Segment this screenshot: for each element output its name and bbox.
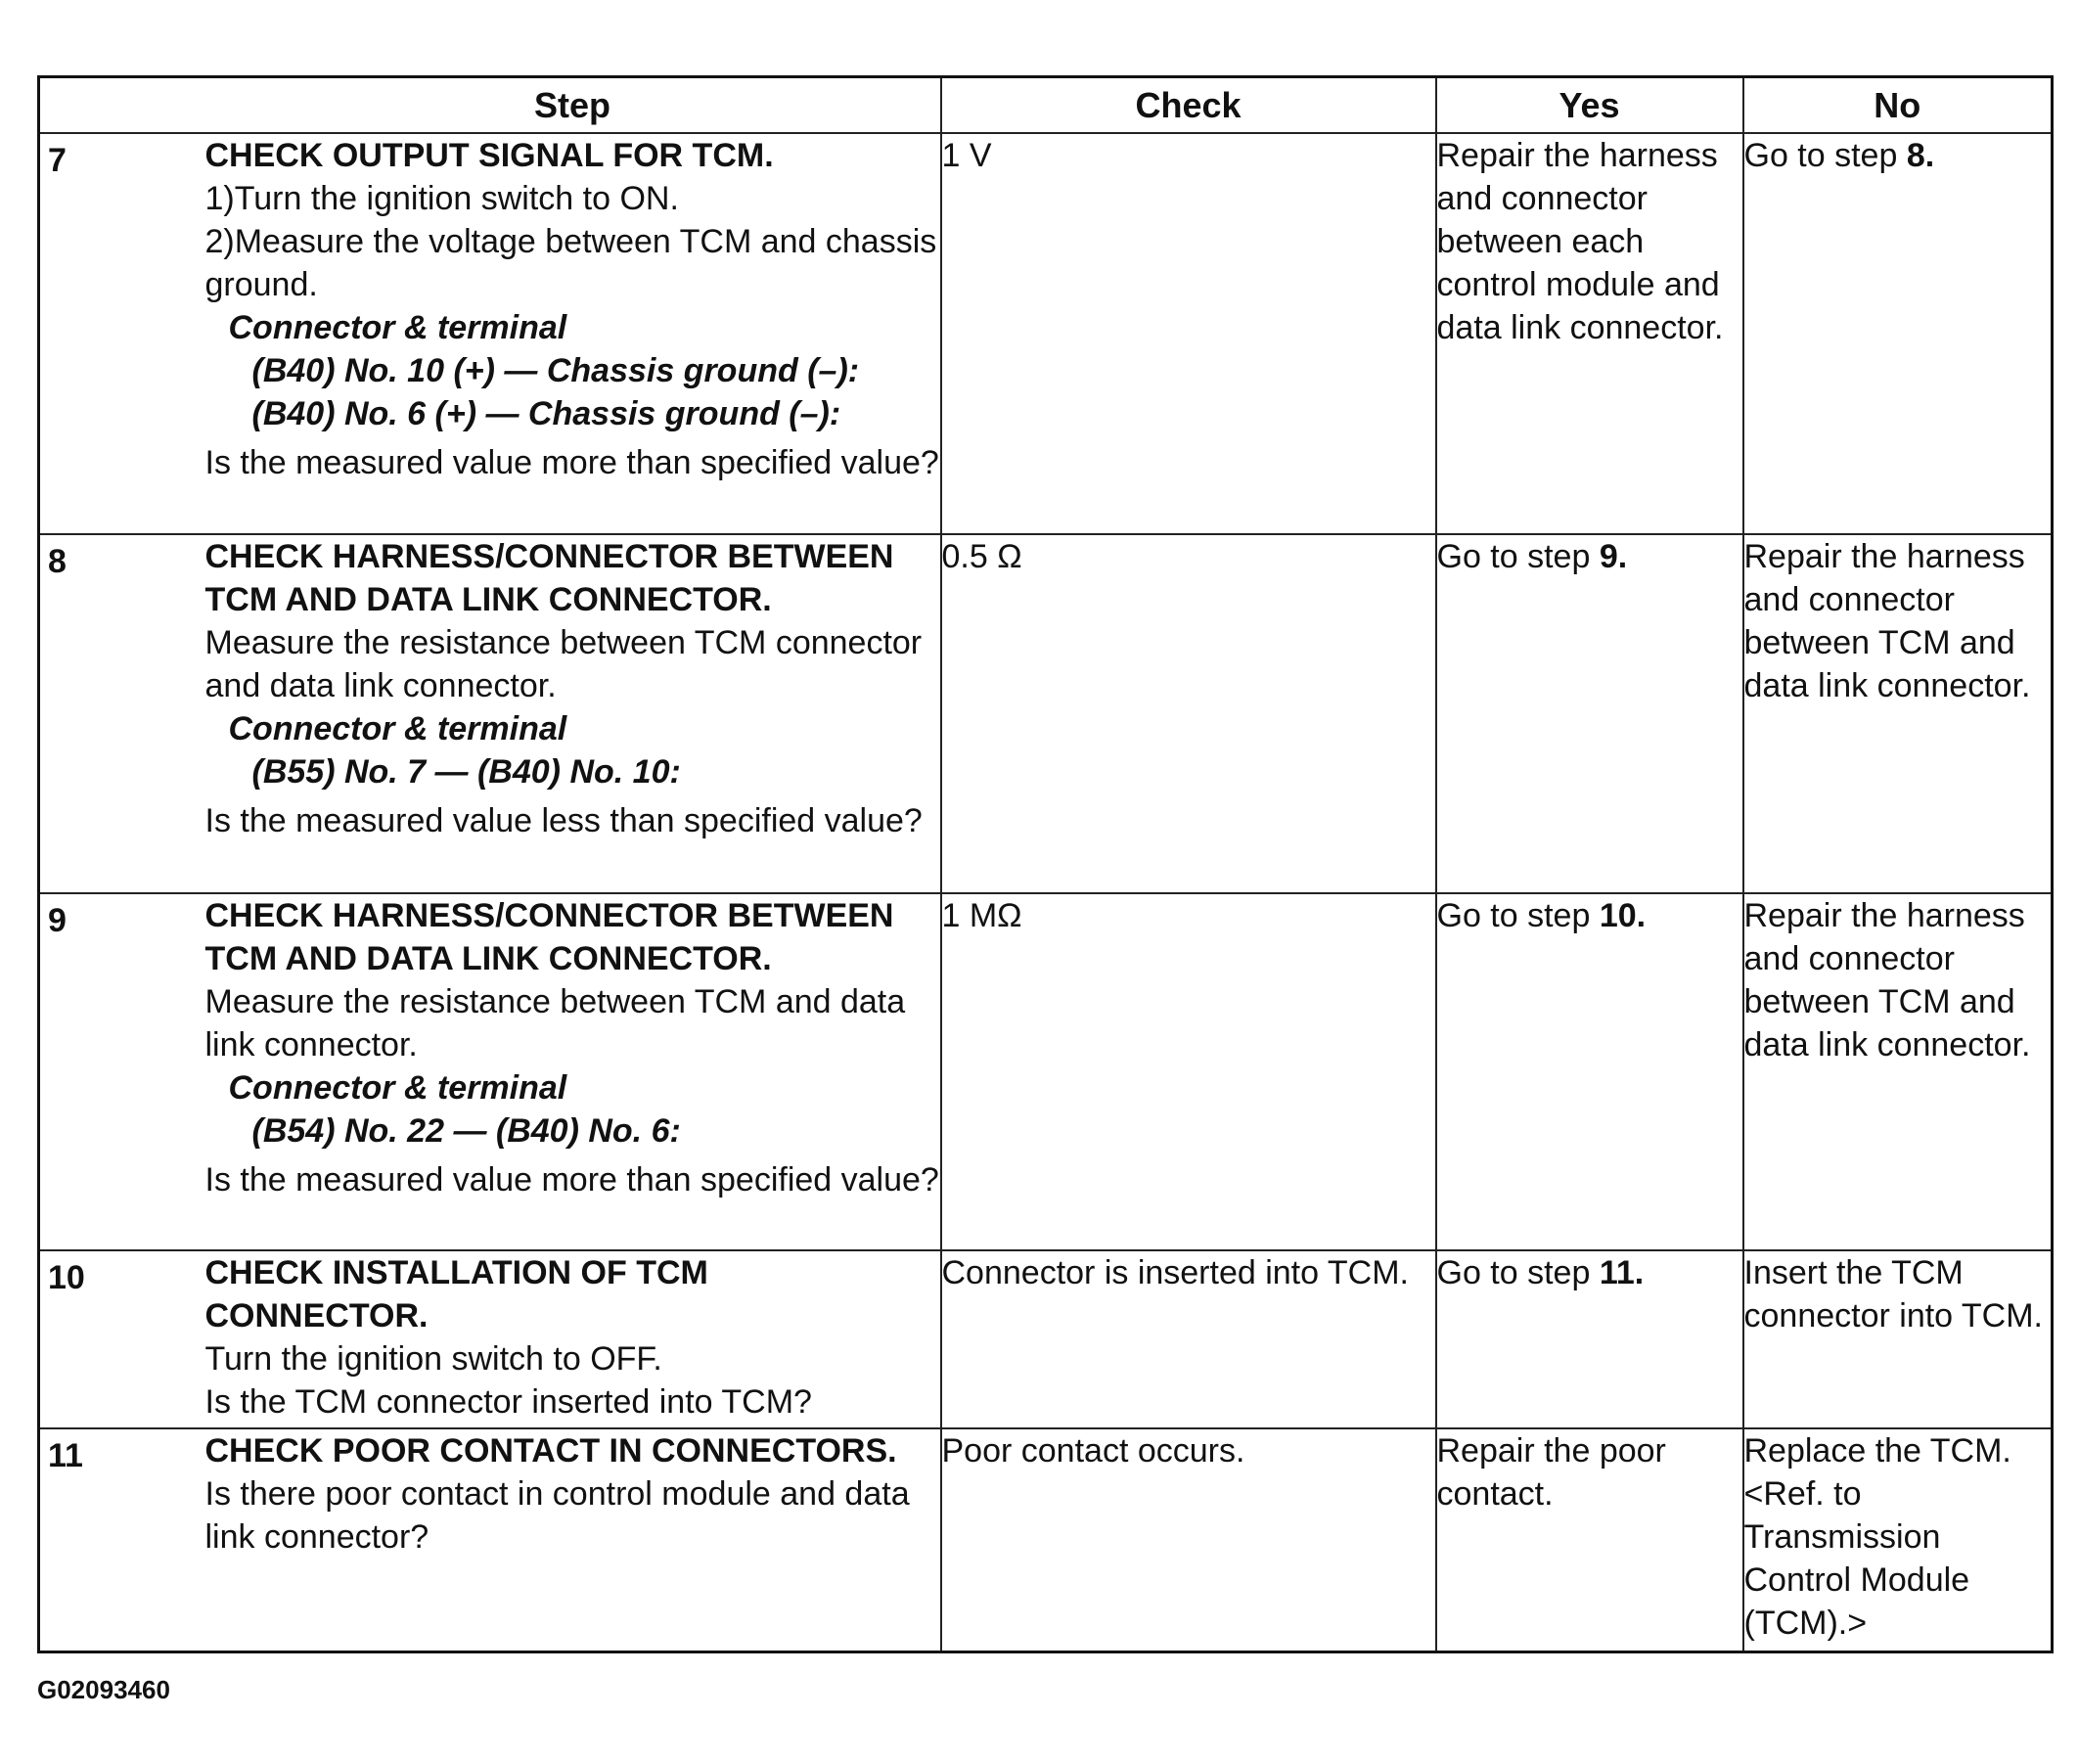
yes-cell — [1436, 893, 1743, 1250]
step-number: 9 — [48, 902, 67, 939]
connector-terminal-label: Connector & terminal — [228, 1069, 567, 1107]
diagnostic-table — [37, 75, 2054, 1653]
header-step-number-cell — [39, 77, 205, 134]
table-row — [39, 1250, 2053, 1428]
step-number: 10 — [48, 1259, 85, 1296]
terminal-spec: (B55) No. 7 — (B40) No. 10: — [251, 753, 681, 791]
check-cell — [941, 133, 1436, 534]
step-question: Is the measured value more than specified value? — [204, 444, 939, 481]
no-cell — [1743, 1250, 2053, 1428]
yes-cell — [1436, 133, 1743, 534]
no-action: Repair the harness and connector between TCM and data link connector. — [1743, 538, 2031, 704]
header-check: Check — [941, 77, 1436, 134]
table-header-row — [39, 77, 2053, 134]
table-row — [39, 1428, 2053, 1651]
step-number-cell — [39, 133, 205, 534]
table-row — [39, 534, 2053, 893]
step-instruction: 1)Turn the ignition switch to ON. — [204, 180, 679, 217]
step-title: CHECK INSTALLATION OF TCM CONNECTOR. — [204, 1254, 708, 1334]
terminal-spec: (B40) No. 10 (+) — Chassis ground (–): — [251, 352, 860, 389]
step-number: 8 — [48, 543, 67, 580]
yes-action — [1437, 894, 1742, 937]
no-cell — [1743, 1428, 2053, 1651]
no-action: Repair the harness and connector between TCM and data link connector. — [1743, 897, 2031, 1063]
goto-step-number: 8. — [1906, 137, 1935, 174]
yes-action: Repair the harness and connector between each control module and data link connector. — [1436, 137, 1724, 346]
no-action — [1744, 134, 2052, 177]
no-cell — [1743, 534, 2053, 893]
header-no: No — [1743, 77, 2053, 134]
step-question: Is the TCM connector inserted into TCM? — [204, 1383, 812, 1421]
step-number: 7 — [48, 142, 67, 179]
yes-cell — [1436, 1250, 1743, 1428]
step-title: CHECK HARNESS/CONNECTOR BETWEEN TCM AND DATA LINK CONNECTOR. — [204, 897, 894, 977]
check-cell — [941, 893, 1436, 1250]
header-yes: Yes — [1436, 77, 1743, 134]
connector-terminal-label: Connector & terminal — [228, 710, 567, 747]
step-number: 11 — [48, 1437, 83, 1474]
no-cell — [1743, 893, 2053, 1250]
no-cell — [1743, 133, 2053, 534]
goto-text: Go to step — [1436, 1254, 1600, 1291]
step-question: Is there poor contact in control module and data link connector? — [204, 1475, 910, 1556]
terminal-spec: (B54) No. 22 — (B40) No. 6: — [251, 1112, 681, 1150]
step-cell — [205, 133, 941, 534]
goto-step-number: 9. — [1599, 538, 1628, 575]
goto-step-number: 11. — [1599, 1254, 1645, 1291]
check-value: 0.5 Ω — [941, 538, 1022, 575]
yes-action — [1437, 1251, 1742, 1294]
yes-action — [1437, 535, 1742, 578]
step-question: Is the measured value less than specified value? — [204, 802, 923, 839]
step-title: CHECK HARNESS/CONNECTOR BETWEEN TCM AND DATA LINK CONNECTOR. — [204, 538, 894, 618]
yes-cell — [1436, 1428, 1743, 1651]
step-cell — [205, 1428, 941, 1651]
check-value: Connector is inserted into TCM. — [941, 1254, 1409, 1291]
check-value: Poor contact occurs. — [941, 1432, 1245, 1470]
step-number-cell — [39, 534, 205, 893]
step-title: CHECK OUTPUT SIGNAL FOR TCM. — [204, 137, 774, 174]
step-number-cell — [39, 1250, 205, 1428]
yes-action: Repair the poor contact. — [1436, 1432, 1666, 1513]
goto-text: Go to step — [1436, 897, 1600, 934]
figure-code: G02093460 — [37, 1675, 170, 1704]
check-value: 1 V — [941, 137, 992, 174]
step-instruction: Turn the ignition switch to OFF. — [204, 1340, 662, 1378]
no-action: Replace the TCM. <Ref. to Transmission Control Module (TCM).> — [1743, 1432, 2011, 1642]
table-row — [39, 133, 2053, 534]
check-cell — [941, 1428, 1436, 1651]
header-step: Step — [205, 77, 941, 134]
connector-terminal-label: Connector & terminal — [228, 309, 567, 346]
check-cell — [941, 1250, 1436, 1428]
no-action: Insert the TCM connector into TCM. — [1743, 1254, 2044, 1334]
step-question: Is the measured value more than specified value? — [204, 1161, 939, 1199]
goto-step-number: 10. — [1599, 897, 1647, 934]
step-instruction: 2)Measure the voltage between TCM and chassis ground. — [204, 223, 937, 303]
step-cell — [205, 1250, 941, 1428]
yes-cell — [1436, 534, 1743, 893]
step-number-cell — [39, 893, 205, 1250]
step-cell — [205, 534, 941, 893]
step-title: CHECK POOR CONTACT IN CONNECTORS. — [204, 1432, 897, 1470]
terminal-spec: (B40) No. 6 (+) — Chassis ground (–): — [251, 395, 841, 432]
table-row — [39, 893, 2053, 1250]
step-number-cell — [39, 1428, 205, 1651]
check-value: 1 MΩ — [941, 897, 1022, 934]
step-instruction: Measure the resistance between TCM and data link connector. — [204, 983, 906, 1063]
step-cell — [205, 893, 941, 1250]
step-instruction: Measure the resistance between TCM connector and data link connector. — [204, 624, 923, 704]
goto-text: Go to step — [1436, 538, 1600, 575]
goto-text: Go to step — [1743, 137, 1907, 174]
check-cell — [941, 534, 1436, 893]
